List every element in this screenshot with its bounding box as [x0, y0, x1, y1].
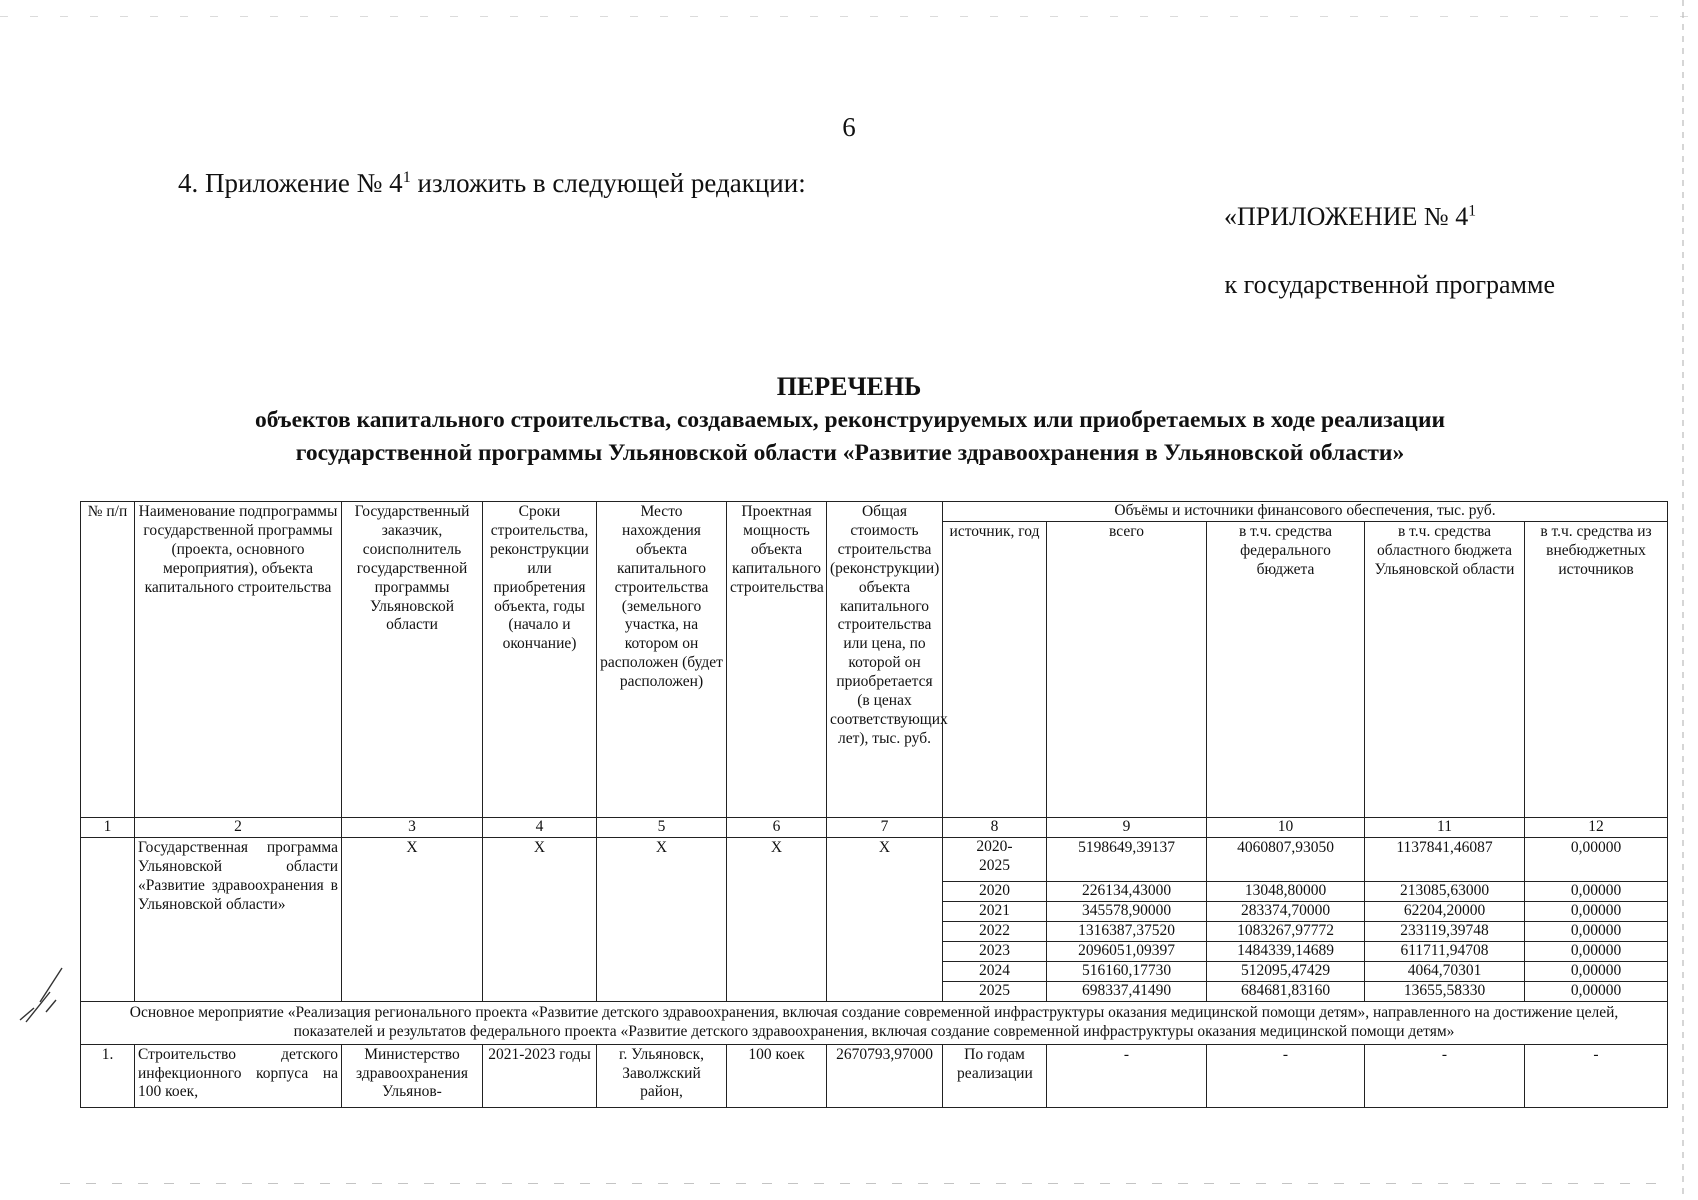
- header-total-cost: Общая стоимость строительства (реконструкции) объекта капитального строительства или цена, по которой он приобретается (в ценах соответствующих лет), тыс. руб.: [827, 502, 943, 818]
- program-regional: 1137841,46087: [1365, 837, 1525, 881]
- scan-artifact-bottom: [60, 1183, 1660, 1184]
- program-total: 345578,90000: [1047, 901, 1207, 921]
- program-period-x: X: [483, 837, 597, 1001]
- program-extra: 0,00000: [1525, 921, 1668, 941]
- program-extra: 0,00000: [1525, 961, 1668, 981]
- program-num-cell: [81, 837, 135, 1001]
- margin-signature: [16, 962, 70, 1026]
- program-regional: 62204,20000: [1365, 901, 1525, 921]
- appendix-subtitle: к государственной программе: [1224, 270, 1555, 299]
- item-capacity: 100 коек: [727, 1044, 827, 1107]
- program-location-x: X: [597, 837, 727, 1001]
- program-year: 2022: [943, 921, 1047, 941]
- instruction-text: 4. Приложение № 4: [178, 168, 403, 198]
- header-total: всего: [1047, 521, 1207, 817]
- header-regional: в т.ч. средства областного бюджета Ульяновской области: [1365, 521, 1525, 817]
- program-customer-x: X: [342, 837, 483, 1001]
- section-heading-row: [81, 1001, 1668, 1044]
- item-location: г. Ульяновск, Заволжский район,: [597, 1044, 727, 1107]
- item-federal: -: [1207, 1044, 1365, 1107]
- page-number: 6: [842, 112, 856, 142]
- program-extra: 0,00000: [1525, 881, 1668, 901]
- header-num: № п/п: [81, 502, 135, 818]
- header-source-year: источник, год: [943, 521, 1047, 817]
- appendix-superscript: 1: [1468, 202, 1476, 220]
- header-capacity: Проектная мощность объекта капитального строительства: [727, 502, 827, 818]
- program-regional: 13655,58330: [1365, 981, 1525, 1001]
- appendix-title: [1224, 202, 1476, 232]
- appendix-title-text: «ПРИЛОЖЕНИЕ № 4: [1224, 202, 1469, 231]
- program-regional: 213085,63000: [1365, 881, 1525, 901]
- header-extrabudget: в т.ч. средства из внебюджетных источников: [1525, 521, 1668, 817]
- section-heading: Основное мероприятие «Реализация регионального проекта «Развитие детского здравоохранения, включая создание современной инфраструктуры оказания медицинской помощи детям», направленного на достижение целей, показателей и результатов федерального проекта «Развитие детского здравоохранения, включая создание современной инфраструктуры оказания медицинской помощи детям»: [81, 1001, 1668, 1044]
- header-row-1: [81, 502, 1668, 522]
- column-numbers-row: [81, 817, 1668, 837]
- instruction-superscript: 1: [402, 168, 411, 186]
- header-location: Место нахождения объекта капитального строительства (земельного участка, на котором он расположен (будет расположен): [597, 502, 727, 818]
- program-row-total: [81, 837, 1668, 881]
- subtitle-line-1: объектов капитального строительства, создаваемых, реконструируемых или приобретаемых в ходе реализации: [254, 407, 1446, 433]
- column-number: 9: [1047, 817, 1207, 837]
- item-row-1: [81, 1044, 1668, 1107]
- program-federal: 684681,83160: [1207, 981, 1365, 1001]
- document-subtitle: [100, 404, 1600, 470]
- program-federal: 13048,80000: [1207, 881, 1365, 901]
- program-extra: 0,00000: [1525, 981, 1668, 1001]
- program-total: 5198649,39137: [1047, 837, 1207, 881]
- amendment-instruction: [178, 168, 806, 199]
- column-number: 7: [827, 817, 943, 837]
- item-total: -: [1047, 1044, 1207, 1107]
- item-extra: -: [1525, 1044, 1668, 1107]
- program-capacity-x: X: [727, 837, 827, 1001]
- item-regional: -: [1365, 1044, 1525, 1107]
- scan-artifact-top: [0, 16, 1698, 17]
- program-federal: 512095,47429: [1207, 961, 1365, 981]
- program-extra: 0,00000: [1525, 941, 1668, 961]
- column-number: 3: [342, 817, 483, 837]
- program-year: 2020-2025: [943, 837, 1047, 881]
- column-number: 1: [81, 817, 135, 837]
- column-number: 11: [1365, 817, 1525, 837]
- item-total-cost: 2670793,97000: [827, 1044, 943, 1107]
- subtitle-line-2: государственной программы Ульяновской области «Развитие здравоохранения в Ульяновской области»: [295, 440, 1405, 466]
- header-name: Наименование подпрограммы государственной программы (проекта, основного мероприятия), объекта капитального строительства: [135, 502, 342, 818]
- item-customer: Министерство здравоохранения Ульянов-: [342, 1044, 483, 1107]
- program-name: Государственная программа Ульяновской области «Развитие здравоохранения в Ульяновской области»: [135, 837, 342, 1001]
- program-year: 2020: [943, 881, 1047, 901]
- program-total: 1316387,37520: [1047, 921, 1207, 941]
- program-federal: 1083267,97772: [1207, 921, 1365, 941]
- item-source: По годам реализации: [943, 1044, 1047, 1107]
- document-title: ПЕРЕЧЕНЬ: [776, 372, 922, 401]
- header-financing-group: Объёмы и источники финансового обеспечения, тыс. руб.: [943, 502, 1668, 522]
- column-number: 5: [597, 817, 727, 837]
- program-regional: 233119,39748: [1365, 921, 1525, 941]
- column-number: 4: [483, 817, 597, 837]
- program-federal: 283374,70000: [1207, 901, 1365, 921]
- program-regional: 4064,70301: [1365, 961, 1525, 981]
- program-total: 516160,17730: [1047, 961, 1207, 981]
- program-federal: 1484339,14689: [1207, 941, 1365, 961]
- program-cost-x: X: [827, 837, 943, 1001]
- capital-objects-table: [80, 501, 1668, 1108]
- column-number: 6: [727, 817, 827, 837]
- item-name: Строительство детского инфекционного корпуса на 100 коек,: [135, 1044, 342, 1107]
- program-total: 2096051,09397: [1047, 941, 1207, 961]
- program-total: 226134,43000: [1047, 881, 1207, 901]
- instruction-tail: изложить в следующей редакции:: [410, 168, 806, 198]
- program-year: 2024: [943, 961, 1047, 981]
- column-number: 10: [1207, 817, 1365, 837]
- program-federal: 4060807,93050: [1207, 837, 1365, 881]
- header-period: Сроки строительства, реконструкции или приобретения объекта, годы (начало и окончание): [483, 502, 597, 818]
- column-number: 12: [1525, 817, 1668, 837]
- program-extra: 0,00000: [1525, 901, 1668, 921]
- header-federal: в т.ч. средства федерального бюджета: [1207, 521, 1365, 817]
- program-regional: 611711,94708: [1365, 941, 1525, 961]
- program-total: 698337,41490: [1047, 981, 1207, 1001]
- scan-artifact-edge: [1682, 0, 1684, 1200]
- item-period: 2021-2023 годы: [483, 1044, 597, 1107]
- program-year: 2025: [943, 981, 1047, 1001]
- column-number: 8: [943, 817, 1047, 837]
- program-year: 2021: [943, 901, 1047, 921]
- header-customer: Государственный заказчик, соисполнитель государственной программы Ульяновской области: [342, 502, 483, 818]
- program-extra: 0,00000: [1525, 837, 1668, 881]
- program-year: 2023: [943, 941, 1047, 961]
- column-number: 2: [135, 817, 342, 837]
- item-num: 1.: [81, 1044, 135, 1107]
